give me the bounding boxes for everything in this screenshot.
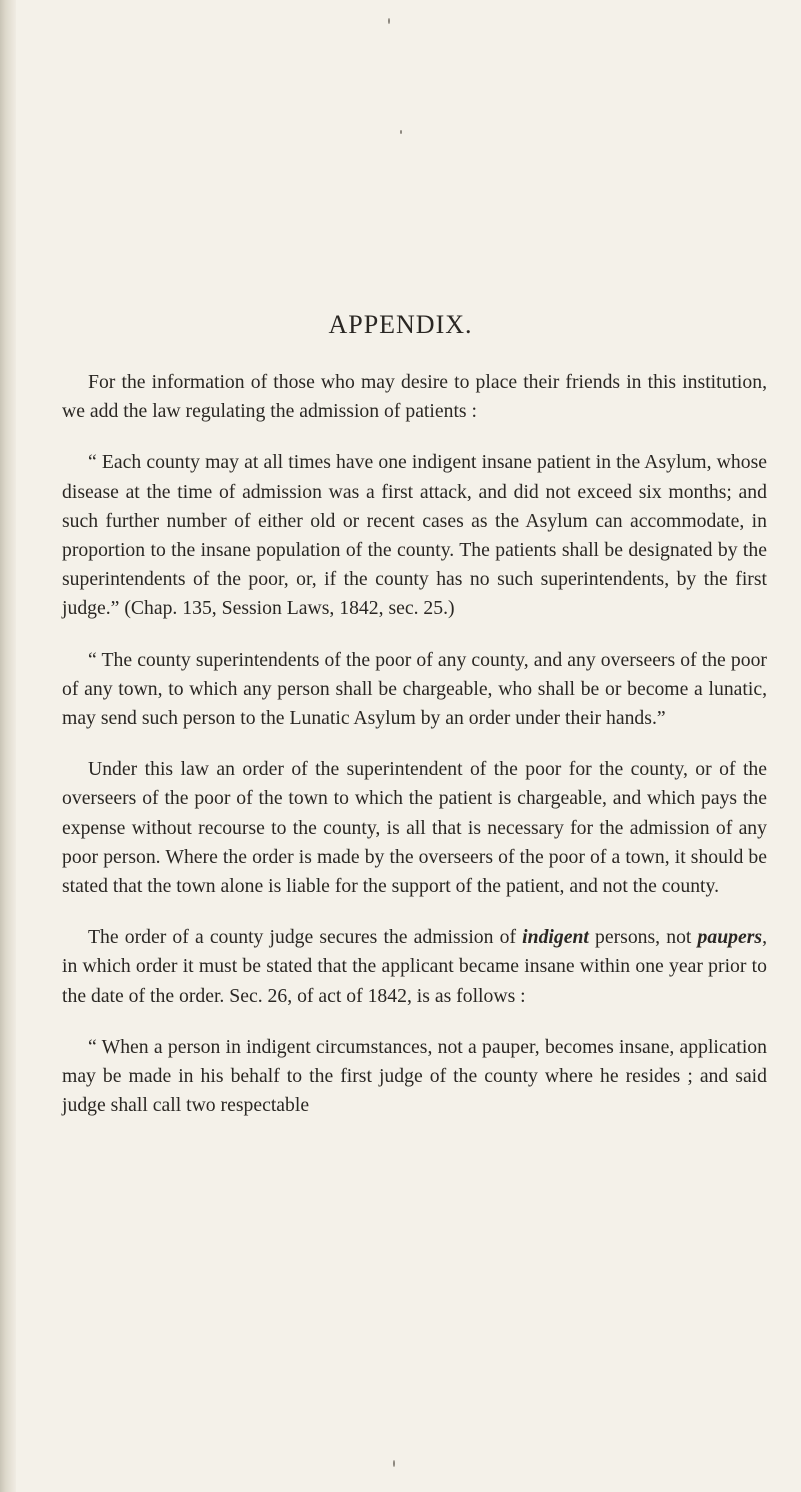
paper-speck (393, 1460, 395, 1467)
paragraph-county-judge (62, 923, 767, 1011)
paragraph-law-quote-2: “ The county superintendents of the poor of any county, and any overseers of the poor of any town, to which any person shall be chargeable, who shall be or become a lunatic, may send such person to the Lunatic Asylum by an order under their hands.” (62, 648, 767, 730)
paragraph-law-quote-1: “ Each county may at all times have one indigent insane patient in the Asylum, whose disease at the time of admission was a first attack, and did not exceed six months; and such further number of either old or recent cases as the Asylum can accommodate, in proportion to the insane population of the county. The patients shall be designated by the superintendents of the poor, or, if the county has no such superintendents, by the first judge.” (Chap. 135, Session Laws, 1842, sec. 25.) (62, 451, 767, 620)
paragraph-text-segment: , in which order it must be stated that the applicant became insane within one year prior to the date of the order. Sec. 26, of act of 1842, is as follows : (62, 926, 767, 1007)
page-edge-shadow (0, 0, 16, 1492)
emphasis-indigent: indigent (522, 926, 589, 949)
emphasis-paupers: paupers (697, 926, 763, 949)
paragraph-text-segment: persons, not (588, 926, 698, 949)
paper-speck (400, 130, 402, 134)
paragraph-intro: For the information of those who may desire to place their friends in this institution, we add the law regulating the admission of patients : (62, 371, 767, 423)
page-title: APPENDIX. (328, 310, 473, 339)
paragraph-order-explanation: Under this law an order of the superintendent of the poor for the county, or of the overseers of the poor of the town to which the patient is chargeable, and which pays the expense without recourse to the county, is all that is necessary for the admission of any poor person. Where the order is made by the overseers of the poor of a town, it should be stated that the town alone is liable for the support of the patient, and not the county. (62, 758, 767, 898)
paragraph-law-quote-3: “ When a person in indigent circumstances, not a pauper, becomes insane, application may be made in his behalf to the first judge of the county where he resides ; and said judge shall call two respectable (62, 1035, 767, 1117)
paragraph-text-segment: The order of a county judge secures the admission of (88, 926, 523, 949)
paper-speck (388, 18, 390, 24)
document-body (62, 368, 767, 1120)
